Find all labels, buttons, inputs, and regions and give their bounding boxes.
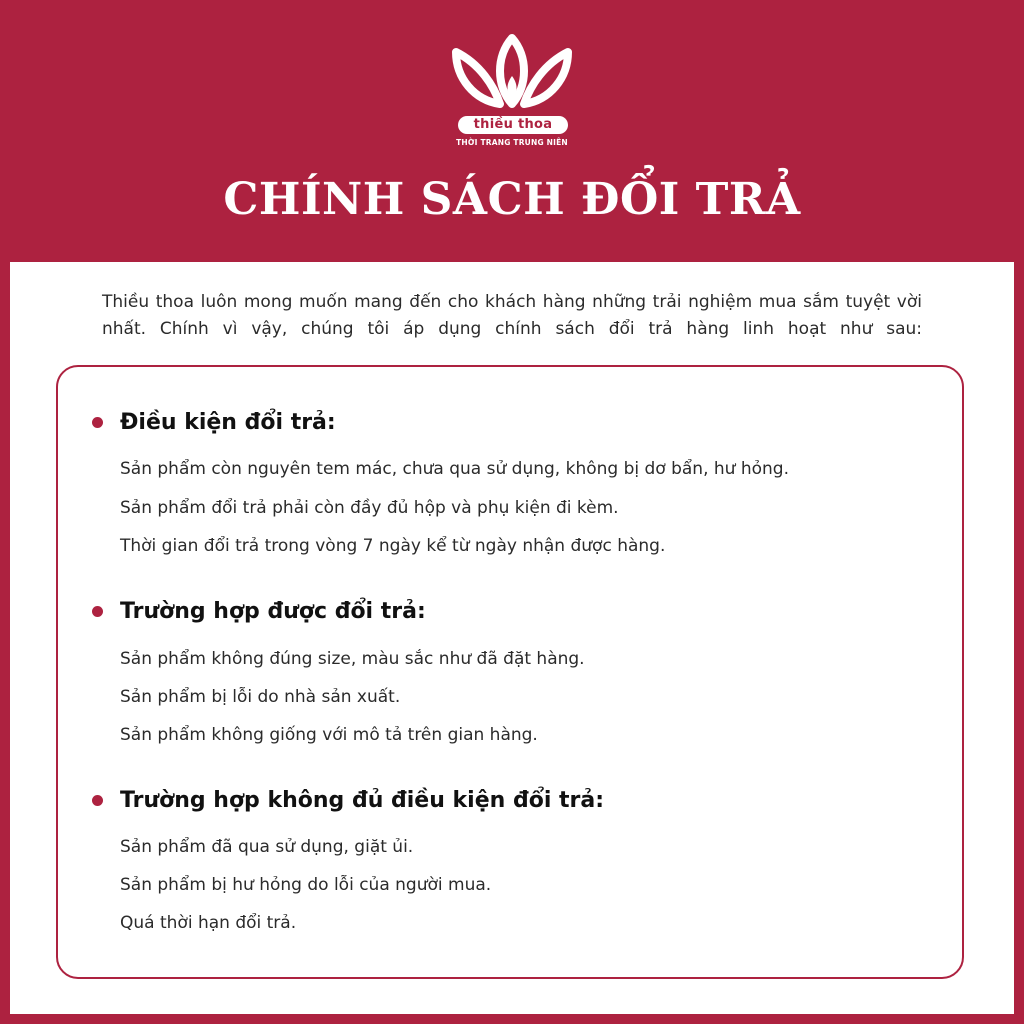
list-item: Sản phẩm bị hư hỏng do lỗi của người mua. (120, 875, 492, 895)
list-item: Sản phẩm bị lỗi do nhà sản xuất. (120, 687, 401, 707)
bullet-dot-icon (92, 417, 103, 428)
section-title: Trường hợp được đổi trả: (120, 599, 426, 624)
list-item: Sản phẩm đã qua sử dụng, giặt ủi. (120, 837, 414, 857)
section-title: Trường hợp không đủ điều kiện đổi trả: (120, 788, 605, 813)
brand-logo (448, 30, 576, 150)
content-panel (10, 262, 1014, 1014)
intro-text: Thiều thoa luôn mong muốn mang đến cho khách hàng những trải nghiệm mua sắm tuyệt vời nhất. Chính vì vậy, chúng tôi áp dụng chính sách đổi trả hàng linh hoạt như sau: (102, 292, 922, 339)
policy-section-ineligible (58, 781, 958, 933)
policy-section-eligible (58, 592, 958, 745)
page-title: CHÍNH SÁCH ĐỔI TRẢ (223, 174, 801, 225)
section-title: Điều kiện đổi trả: (120, 410, 336, 435)
list-item: Sản phẩm không đúng size, màu sắc như đã đặt hàng. (120, 649, 585, 669)
bullet-dot-icon (92, 606, 103, 617)
list-item: Quá thời hạn đổi trả. (120, 913, 297, 933)
list-item: Thời gian đổi trả trong vòng 7 ngày kể từ ngày nhận được hàng. (120, 536, 666, 556)
policy-section-conditions (58, 403, 958, 556)
header (0, 0, 1024, 262)
bullet-dot-icon (92, 795, 103, 806)
list-item: Sản phẩm không giống với mô tả trên gian hàng. (120, 725, 538, 745)
brand-name: thiều thoa (458, 116, 568, 134)
policy-card (56, 365, 964, 979)
lotus-icon (448, 30, 576, 114)
list-item: Sản phẩm còn nguyên tem mác, chưa qua sử dụng, không bị dơ bẩn, hư hỏng. (120, 459, 789, 479)
list-item: Sản phẩm đổi trả phải còn đầy đủ hộp và phụ kiện đi kèm. (120, 498, 619, 518)
brand-tagline: THỜI TRANG TRUNG NIÊN (456, 138, 568, 147)
